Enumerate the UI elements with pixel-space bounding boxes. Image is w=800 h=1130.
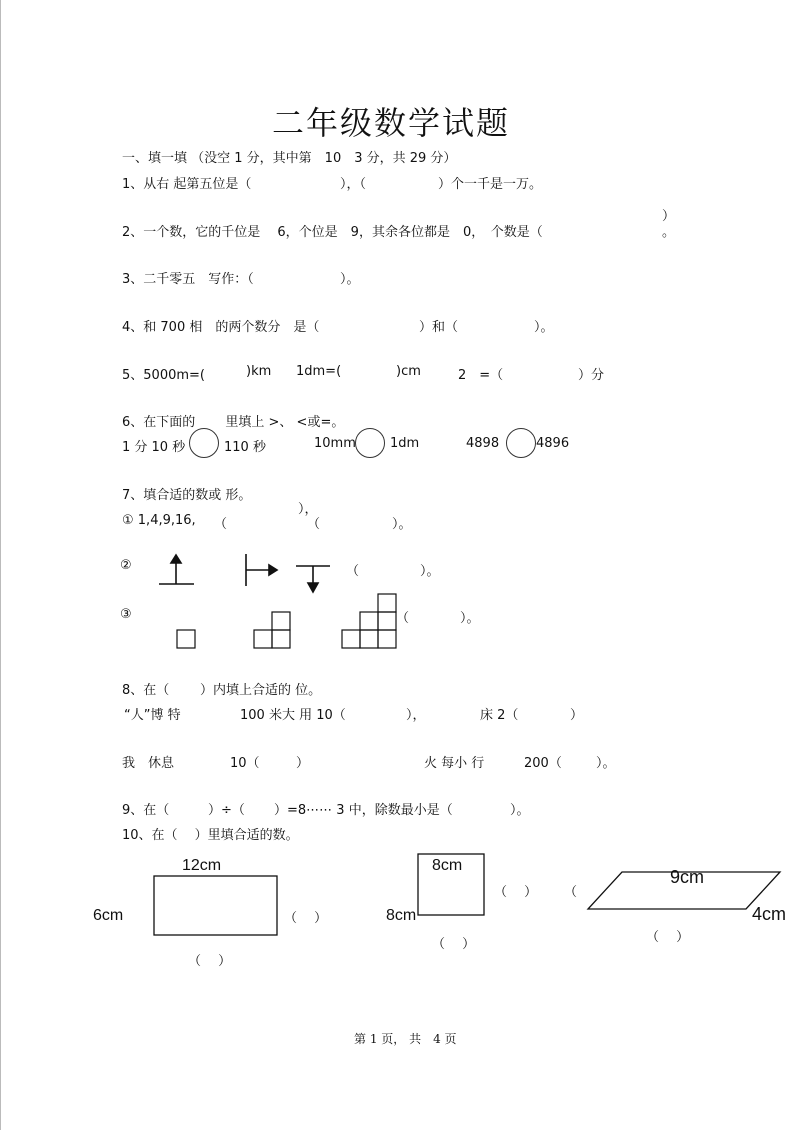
q9-text-c: ）=8⋯⋯ 3 中，除数最小是（: [274, 803, 453, 818]
square-extra-blank: （: [564, 885, 578, 900]
q8-line1-c: ），: [406, 708, 426, 723]
q9-text-b: ）÷（: [208, 803, 245, 818]
compare-circle-2[interactable]: [355, 428, 385, 458]
q7-sub1-comma: ），: [298, 502, 318, 517]
q8-line1-d: 床 2（: [480, 708, 519, 723]
q7-sub1-end: ）。: [392, 517, 412, 532]
block-figure-2: [254, 612, 290, 648]
rect-height-label: 6cm: [93, 907, 124, 924]
q7-sub1-paren1: （: [214, 517, 228, 532]
compare-circle-1[interactable]: [189, 428, 219, 458]
section-header: 一、填一填 （没空 1 分，其中第 10 3 分，共 29 分）: [122, 151, 457, 166]
q8-line2-a: 我 休息: [122, 756, 175, 771]
q7-sub1-paren2: （: [307, 517, 321, 532]
page-edge: [0, 0, 1, 1130]
page-title: 二年级数学试题: [272, 104, 511, 142]
rect-bottom-blank: （ ）: [188, 954, 232, 969]
block-figure-1: [177, 630, 195, 648]
q8-line1-e: ）: [570, 708, 584, 723]
q9-text-d: ）。: [510, 803, 530, 818]
page-footer: 第 1 页， 共 4 页: [354, 1032, 457, 1046]
q1-text-c: ）个一千是一万。: [438, 177, 543, 192]
parallelogram-top-label: 9cm: [670, 867, 705, 887]
parallelogram-side-label: 4cm: [752, 904, 787, 924]
q6-d: 1dm: [390, 436, 420, 451]
q1-text-a: 1、从右 起第五位是（: [122, 177, 252, 192]
q7-intro: 7、填合适的数或 形。: [122, 488, 252, 503]
q9-text-a: 9、在（: [122, 803, 170, 818]
arrow-down-figure: [296, 566, 330, 592]
compare-circle-3[interactable]: [506, 428, 536, 458]
q5-text-d: )cm: [396, 364, 421, 379]
q8-line2-e: 200（: [524, 756, 562, 771]
q7-sub2-blank: （: [346, 564, 360, 579]
q6-c: 10mm: [314, 436, 356, 451]
q5-text-a: 5、5000m=(: [122, 368, 205, 383]
q7-sub2-number: ②: [120, 558, 132, 573]
q7-sub3-end: ）。: [460, 611, 480, 626]
square-left-label: 8cm: [386, 907, 417, 924]
q7-sub3-blank: （: [396, 611, 410, 626]
q7-sub3-number: ③: [120, 607, 132, 622]
q8-intro-a: 8、在（: [122, 683, 170, 698]
q2-dot: 。: [662, 225, 676, 240]
q8-line2-c: ）: [296, 756, 310, 771]
q6-b: 110 秒: [224, 440, 266, 455]
q3-text-b: ）。: [340, 272, 360, 287]
square-side-blank: （ ）: [494, 885, 538, 900]
q10-intro: 10、在（ ）里填合适的数。: [122, 828, 299, 843]
q8-line2-b: 10（: [230, 756, 260, 771]
block-figure-3: [342, 594, 396, 648]
q4-text-c: ）。: [534, 320, 554, 335]
arrow-figures: [156, 552, 346, 594]
block-figures: [170, 594, 400, 652]
q7-sub1-sequence: ① 1,4,9,16,: [122, 513, 196, 528]
q1-text-b: ），（: [340, 177, 367, 192]
square-figure: [414, 850, 488, 918]
q3-text-a: 3、二千零五 写作：（: [122, 272, 254, 287]
q6-e: 4898: [466, 436, 500, 451]
q8-line2-d: 火 每小 行: [424, 756, 485, 771]
q4-text-b: ）和（: [419, 320, 459, 335]
square-bottom-blank: （ ）: [432, 937, 476, 952]
q8-line1-a: “人”博 特: [124, 708, 181, 723]
rect-width-label: 12cm: [182, 857, 222, 874]
q5-text-b: )km: [246, 364, 272, 379]
q5-text-f: ）分: [578, 368, 605, 383]
q8-intro-b: ）内填上合适的 位。: [200, 683, 322, 698]
q6-f: 4896: [536, 436, 570, 451]
q7-sub2-end: ）。: [420, 564, 440, 579]
q4-text-a: 4、和 700 相 的两个数分 是（: [122, 320, 320, 335]
q2-paren: ）: [662, 209, 676, 224]
q6-intro: 6、在下面的 里填上 >、 <或=。: [122, 415, 345, 430]
q2-text: 2、一个数，它的千位是 6，个位是 9，其余各位都是 0， 个数是（: [122, 225, 543, 240]
square-top-label: 8cm: [432, 857, 463, 874]
rectangle-figure: [150, 872, 282, 940]
q6-a: 1 分 10 秒: [122, 440, 186, 455]
arrow-up-figure: [159, 555, 194, 584]
parallelogram-bottom-blank: （ ）: [646, 930, 690, 945]
q5-text-e: 2 =（: [458, 368, 504, 383]
rect-side-blank: （ ）: [284, 911, 328, 926]
q8-line1-b: 100 米大 用 10（: [240, 708, 346, 723]
q5-text-c: 1dm=(: [296, 364, 342, 379]
q8-line2-f: ）。: [596, 756, 616, 771]
arrow-right-figure: [246, 554, 277, 586]
